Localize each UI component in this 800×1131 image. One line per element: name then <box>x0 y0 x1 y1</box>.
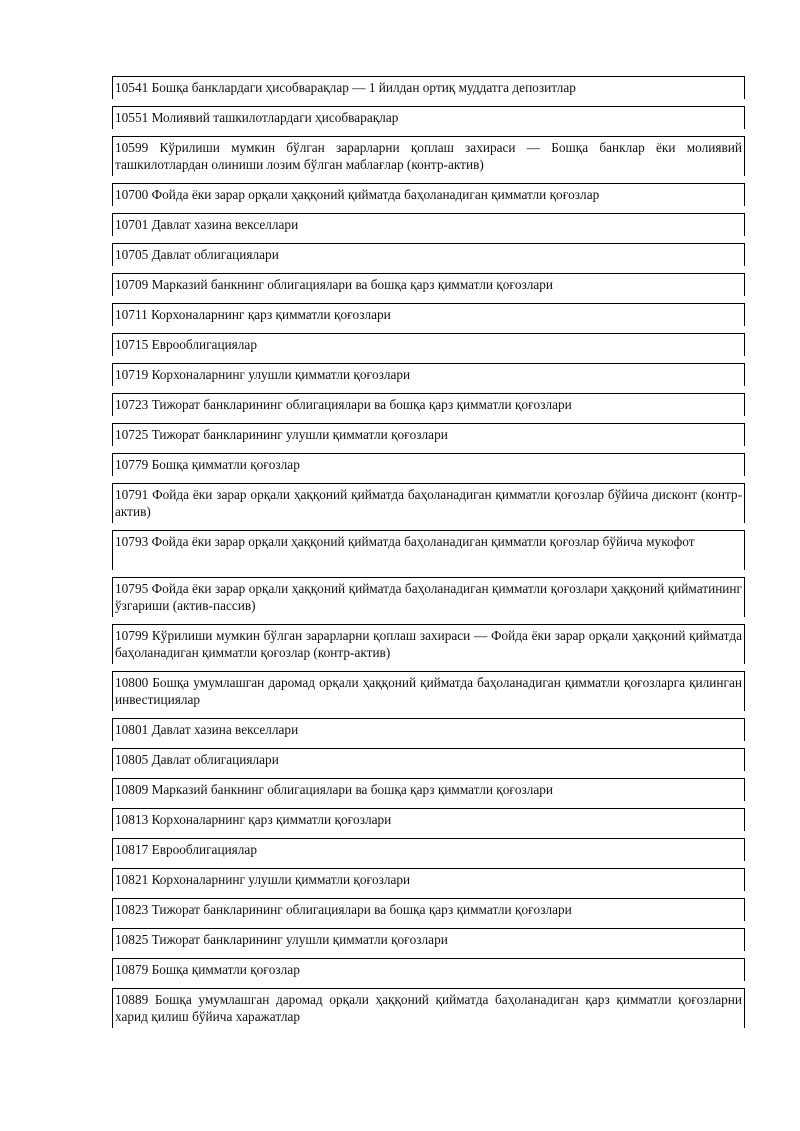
list-item: 10800 Бошқа умумлашган даромад орқали ҳаққоний қийматда баҳоланадиган қимматли қоғозларга қилинган инвестициялар <box>112 671 745 711</box>
list-item: 10705 Давлат облигациялари <box>112 243 745 266</box>
list-item: 10791 Фойда ёки зарар орқали ҳаққоний қийматда баҳоланадиган қимматли қоғозлар бўйича дисконт (контр-актив) <box>112 483 745 523</box>
list-item: 10813 Корхоналарнинг қарз қимматли қоғозлари <box>112 808 745 831</box>
list-item: 10799 Кўрилиши мумкин бўлган зарарларни қоплаш захираси — Фойда ёки зарар орқали ҳаққоний қийматда баҳоланадиган қимматли қоғозлар (контр-актив) <box>112 624 745 664</box>
list-item: 10793 Фойда ёки зарар орқали ҳаққоний қийматда баҳоланадиган қимматли қоғозлар бўйича мукофот <box>112 530 745 570</box>
list-item: 10599 Кўрилиши мумкин бўлган зарарларни қоплаш захираси — Бошқа банклар ёки молиявий ташкилотлардан олиниши лозим бўлган маблағлар (контр-актив) <box>112 136 745 176</box>
list-item: 10825 Тижорат банкларининг улушли қимматли қоғозлари <box>112 928 745 951</box>
list-item: 10551 Молиявий ташкилотлардаги ҳисобварақлар <box>112 106 745 129</box>
list-item: 10801 Давлат хазина векселлари <box>112 718 745 741</box>
list-item: 10823 Тижорат банкларининг облигациялари ва бошқа қарз қимматли қоғозлари <box>112 898 745 921</box>
account-list <box>112 76 745 1035</box>
list-item: 10795 Фойда ёки зарар орқали ҳаққоний қийматда баҳоланадиган қимматли қоғозлари ҳаққоний қийматининг ўзгариши (актив-пассив) <box>112 577 745 617</box>
list-item: 10809 Марказий банкнинг облигациялари ва бошқа қарз қимматли қоғозлари <box>112 778 745 801</box>
list-item: 10719 Корхоналарнинг улушли қимматли қоғозлари <box>112 363 745 386</box>
list-item: 10715 Еврооблигациялар <box>112 333 745 356</box>
list-item: 10709 Марказий банкнинг облигациялари ва бошқа қарз қимматли қоғозлари <box>112 273 745 296</box>
list-item: 10541 Бошқа банклардаги ҳисобварақлар — 1 йилдан ортиқ муддатга депозитлар <box>112 76 745 99</box>
list-item: 10817 Еврооблигациялар <box>112 838 745 861</box>
list-item: 10711 Корхоналарнинг қарз қимматли қоғозлари <box>112 303 745 326</box>
list-item: 10805 Давлат облигациялари <box>112 748 745 771</box>
list-item: 10821 Корхоналарнинг улушли қимматли қоғозлари <box>112 868 745 891</box>
list-item: 10779 Бошқа қимматли қоғозлар <box>112 453 745 476</box>
list-item: 10879 Бошқа қимматли қоғозлар <box>112 958 745 981</box>
list-item: 10725 Тижорат банкларининг улушли қимматли қоғозлари <box>112 423 745 446</box>
list-item: 10701 Давлат хазина векселлари <box>112 213 745 236</box>
list-item: 10723 Тижорат банкларининг облигациялари ва бошқа қарз қимматли қоғозлари <box>112 393 745 416</box>
list-item: 10700 Фойда ёки зарар орқали ҳаққоний қийматда баҳоланадиган қимматли қоғозлар <box>112 183 745 206</box>
list-item: 10889 Бошқа умумлашган даромад орқали ҳаққоний қийматда баҳоланадиган қарз қимматли қоғозларни харид қилиш бўйича харажатлар <box>112 988 745 1028</box>
